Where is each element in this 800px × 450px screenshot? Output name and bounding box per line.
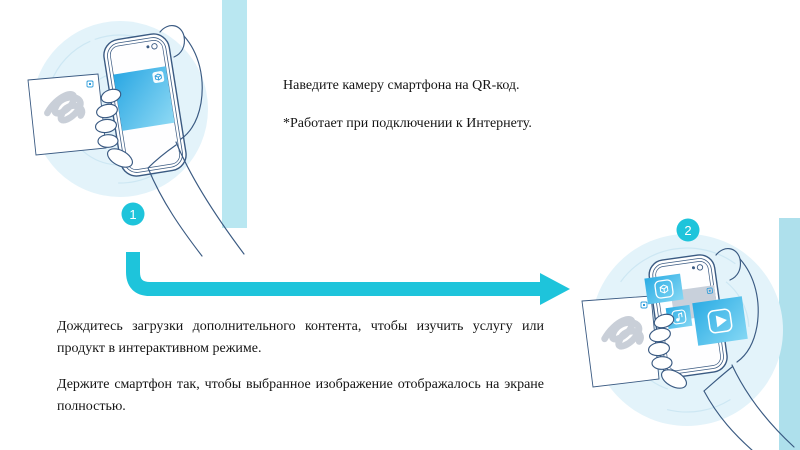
content-tile-cube xyxy=(644,274,683,305)
step2-instruction-1: Дождитесь загрузки дополнительного контента, чтобы изучить услугу или продукт в интерактивном режиме. xyxy=(57,319,544,356)
qr-scan-highlight xyxy=(113,66,174,131)
step2-illustration xyxy=(563,203,800,450)
step1-instruction: Наведите камеру смартфона на QR-код. xyxy=(283,78,520,93)
printed-card xyxy=(28,74,106,155)
printed-card xyxy=(582,296,659,387)
step1-badge xyxy=(122,203,145,226)
content-tile-video xyxy=(692,296,747,346)
step2-badge-number: 2 xyxy=(684,223,692,238)
step2-instruction-2: Держите смартфон так, чтобы выбранное изображение отображалось на экране полностью. xyxy=(57,377,544,414)
step1-text-block xyxy=(283,76,568,134)
step1-footnote: *Работает при подключении к Интернету. xyxy=(283,116,532,131)
step2-text-block xyxy=(57,316,544,418)
step1-badge-number: 1 xyxy=(129,207,137,222)
step1-illustration xyxy=(8,6,254,258)
ar-app-badge-icon xyxy=(152,71,165,84)
step2-badge xyxy=(677,219,700,242)
